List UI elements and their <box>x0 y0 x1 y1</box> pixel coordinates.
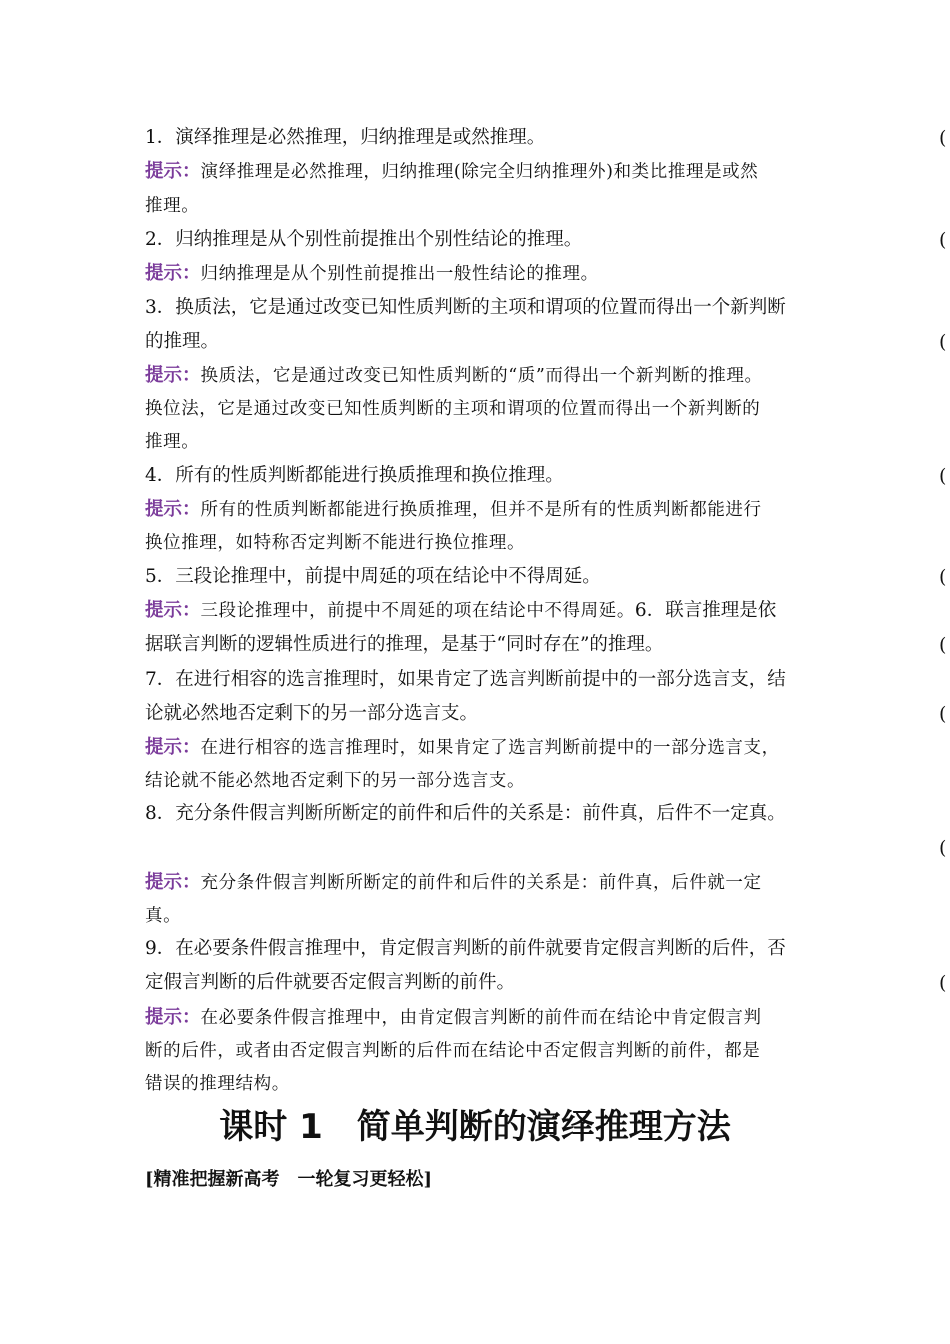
hint-2-line-1 <box>145 262 599 286</box>
question-7-line-2: 论就必然地否定剩下的另一部分选言支。 <box>145 703 479 724</box>
hint-7-line-1 <box>145 736 780 760</box>
question-9-line-2: 定假言判断的后件就要否定假言判断的前件。 <box>145 972 516 993</box>
answer-bracket-8: ( <box>939 837 947 859</box>
question-6-line-1: 6．联言推理是依 <box>634 600 777 621</box>
hint-8-line-1 <box>145 871 762 895</box>
hint-label: 提示： <box>145 872 201 893</box>
hint-3-line-1 <box>145 364 763 388</box>
hint-text: 所有的性质判断都能进行换质推理，但并不是所有的性质判断都能进行 <box>200 500 762 520</box>
answer-bracket-5: ( <box>939 566 947 588</box>
hint-text: 演绎推理是必然推理，归纳推理(除完全归纳推理外)和类比推理是或然 <box>200 162 759 182</box>
hint-label: 提示： <box>145 499 201 520</box>
answer-bracket-1: ( <box>939 127 947 149</box>
hint-5-line-1 <box>145 599 776 623</box>
hint-label: 提示： <box>145 737 201 758</box>
question-4-line-1: 4．所有的性质判断都能进行换质推理和换位推理。 <box>145 465 564 486</box>
answer-bracket-7: ( <box>939 703 947 725</box>
hint-9-line-2: 断的后件，或者由否定假言判断的后件而在结论中否定假言判断的前件，都是 <box>145 1041 761 1061</box>
question-9-line-1: 9．在必要条件假言推理中，肯定假言判断的前件就要肯定假言判断的后件，否 <box>145 938 786 959</box>
answer-bracket-4: ( <box>939 465 947 487</box>
question-6-line-2: 据联言判断的逻辑性质进行的推理，是基于“同时存在”的推理。 <box>145 634 664 655</box>
hint-9-line-1 <box>145 1006 762 1030</box>
hint-7-line-2: 结论就不能必然地否定剩下的另一部分选言支。 <box>145 771 526 791</box>
question-3-line-2: 的推理。 <box>145 331 220 352</box>
hint-label: 提示： <box>145 365 201 386</box>
hint-1-line-1 <box>145 160 758 184</box>
answer-bracket-6: ( <box>939 634 947 656</box>
hint-text: 在必要条件假言推理中，由肯定假言判断的前件而在结论中肯定假言判 <box>200 1008 762 1028</box>
hint-label: 提示： <box>145 263 201 284</box>
hint-8-line-2: 真。 <box>145 906 182 926</box>
hint-4-line-2: 换位推理，如特称否定判断不能进行换位推理。 <box>145 533 526 553</box>
answer-bracket-9: ( <box>939 972 947 994</box>
hint-9-line-3: 错误的推理结构。 <box>145 1074 290 1094</box>
hint-1-line-2: 推理。 <box>145 196 200 216</box>
hint-text: 在进行相容的选言推理时，如果肯定了选言判断前提中的一部分选言支， <box>200 738 780 758</box>
question-8-line-1: 8．充分条件假言判断所断定的前件和后件的关系是：前件真，后件不一定真。 <box>145 803 786 824</box>
hint-label: 提示： <box>145 600 201 621</box>
hint-text: 归纳推理是从个别性前提推出一般性结论的推理。 <box>200 264 599 284</box>
hint-text: 充分条件假言判断所断定的前件和后件的关系是：前件真，后件就一定 <box>200 873 762 893</box>
answer-bracket-2: ( <box>939 229 947 251</box>
answer-bracket-3: ( <box>939 331 947 353</box>
hint-3-line-2: 换位法，它是通过改变已知性质判断的主项和谓项的位置而得出一个新判断的 <box>145 399 761 419</box>
section-title: 课时 1 简单判断的演绎推理方法 <box>219 1107 731 1147</box>
question-7-line-1: 7．在进行相容的选言推理时，如果肯定了选言判断前提中的一部分选言支，结 <box>145 669 786 690</box>
hint-text: 换质法，它是通过改变已知性质判断的“质”而得出一个新判断的推理。 <box>200 366 763 386</box>
hint-text: 三段论推理中，前提中不周延的项在结论中不得周延。 <box>200 601 635 621</box>
question-2-line-1: 2．归纳推理是从个别性前提推出个别性结论的推理。 <box>145 229 583 250</box>
hint-label: 提示： <box>145 161 201 182</box>
hint-label: 提示： <box>145 1007 201 1028</box>
hint-4-line-1 <box>145 498 762 522</box>
section-subtitle: [精准把握新高考 一轮复习更轻松] <box>145 1169 433 1190</box>
question-3-line-1: 3．换质法，它是通过改变已知性质判断的主项和谓项的位置而得出一个新判断 <box>145 297 786 318</box>
hint-3-line-3: 推理。 <box>145 432 200 452</box>
question-5-line-1: 5．三段论推理中，前提中周延的项在结论中不得周延。 <box>145 566 601 587</box>
question-1-line-1: 1．演绎推理是必然推理，归纳推理是或然推理。 <box>145 127 546 148</box>
